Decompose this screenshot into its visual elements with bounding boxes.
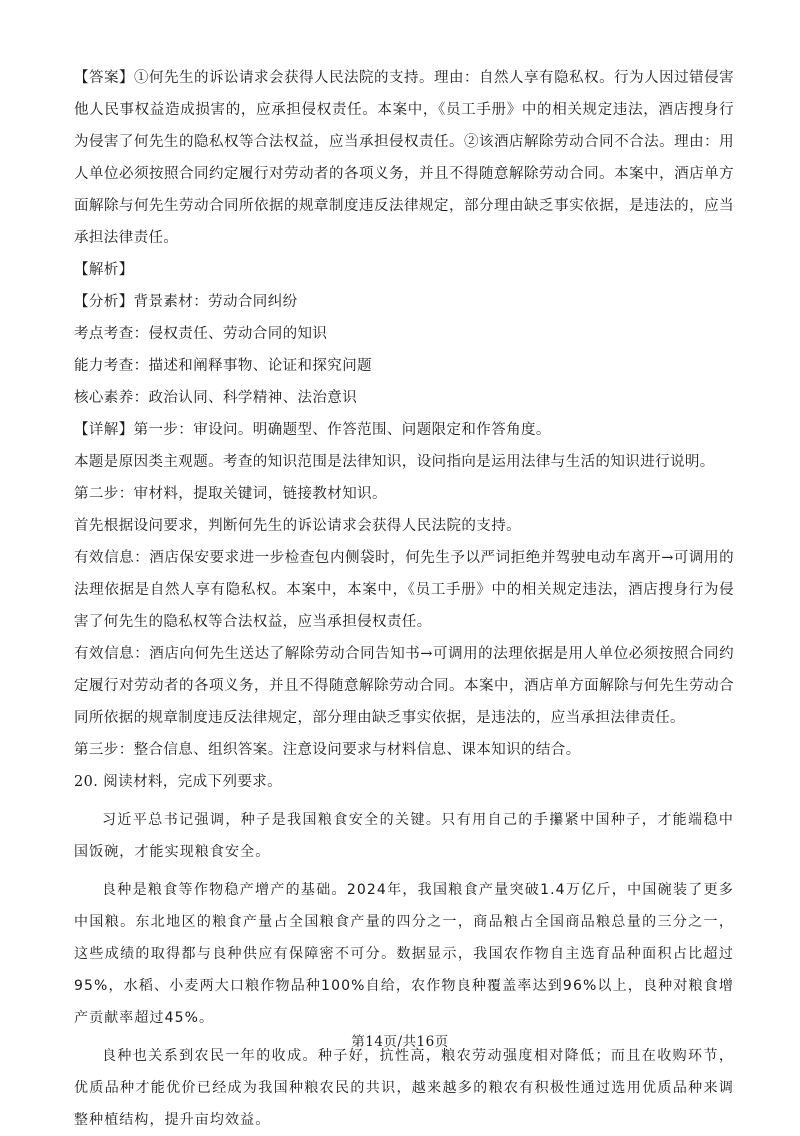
analysis-background: 【分析】背景素材：劳动合同纠纷	[74, 294, 298, 310]
analysis-first-judgement: 首先根据设问要求，判断何先生的诉讼请求会获得人民法院的支持。	[74, 518, 521, 534]
analysis-exam-points: 考点考查：侵权责任、劳动合同的知识	[74, 326, 328, 342]
analysis-ability: 能力考查：描述和阐释事物、论证和探究问题	[74, 358, 372, 374]
analysis-effective-info-2: 有效信息：酒店向何先生送达了解除劳动合同告知书→可调用的法理依据是用人单位必须按照合同约定履行对劳动者的各项义务，并且不得随意解除劳动合同。本案中，酒店单方面解除与何先生劳动合同所依据的规章制度违反法律规定，部分理由缺乏事实依据，是违法的，应当承担法律责任。	[74, 646, 734, 726]
analysis-question-type: 本题是原因类主观题。考查的知识范围是法律知识，设问指向是运用法律与生活的知识进行说明。	[74, 454, 715, 470]
question-20-prompt: 20. 阅读材料，完成下列要求。	[74, 774, 283, 790]
analysis-heading: 【解析】	[74, 262, 134, 278]
reading-paragraph-3: 良种也关系到农民一年的收成。种子好，抗性高，粮农劳动强度相对降低；而且在收购环节，优质品种才能优价已经成为我国种粮农民的共识，越来越多的粮农有积极性通过选用优质品种来调整种植结构，提升亩均效益。	[74, 1048, 734, 1128]
reading-paragraph-2: 良种是粮食等作物稳产增产的基础。2024年，我国粮食产量突破1.4万亿斤，中国碗装了更多中国粮。东北地区的粮食产量占全国粮食产量的四分之一，商品粮占全国商品粮总量的三分之一，这些成绩的取得都与良种供应有保障密不可分。数据显示，我国农作物自主选育品种面积占比超过95%，水稻、小麦两大口粮作物品种100%自给，农作物良种覆盖率达到96%以上，良种对粮食增产贡献率超过45%。	[74, 882, 734, 1026]
analysis-step-three: 第三步：整合信息、组织答案。注意设问要求与材料信息、课本知识的结合。	[74, 742, 581, 758]
document-page	[74, 62, 734, 1136]
analysis-effective-info-1: 有效信息：酒店保安要求进一步检查包内侧袋时，何先生予以严词拒绝并驾驶电动车离开→可调用的法理依据是自然人享有隐私权。本案中，本案中，《员工手册》中的相关规定违法，酒店搜身行为侵害了何先生的隐私权等合法权益，应当承担侵权责任。	[74, 550, 734, 630]
analysis-core-literacy: 核心素养：政治认同、科学精神、法治意识	[74, 390, 358, 406]
reading-paragraph-1: 习近平总书记强调，种子是我国粮食安全的关键。只有用自己的手攥紧中国种子，才能端稳中国饭碗，才能实现粮食安全。	[74, 812, 734, 860]
analysis-step-one: 【详解】第一步：审设问。明确题型、作答范围、问题限定和作答角度。	[74, 422, 551, 438]
answer-paragraph: 【答案】①何先生的诉讼请求会获得人民法院的支持。理由：自然人享有隐私权。行为人因过错侵害他人民事权益造成损害的，应承担侵权责任。本案中，《员工手册》中的相关规定违法，酒店搜身行为侵害了何先生的隐私权等合法权益，应当承担侵权责任。②该酒店解除劳动合同不合法。理由：用人单位必须按照合同约定履行对劳动者的各项义务，并且不得随意解除劳动合同。本案中，酒店单方面解除与何先生劳动合同所依据的规章制度违反法律规定，部分理由缺乏事实依据，是违法的，应当承担法律责任。	[74, 70, 734, 246]
page-number-footer: 第14页/共16页	[351, 1034, 449, 1050]
analysis-step-two: 第二步：审材料，提取关键词，链接教材知识。	[74, 486, 387, 502]
